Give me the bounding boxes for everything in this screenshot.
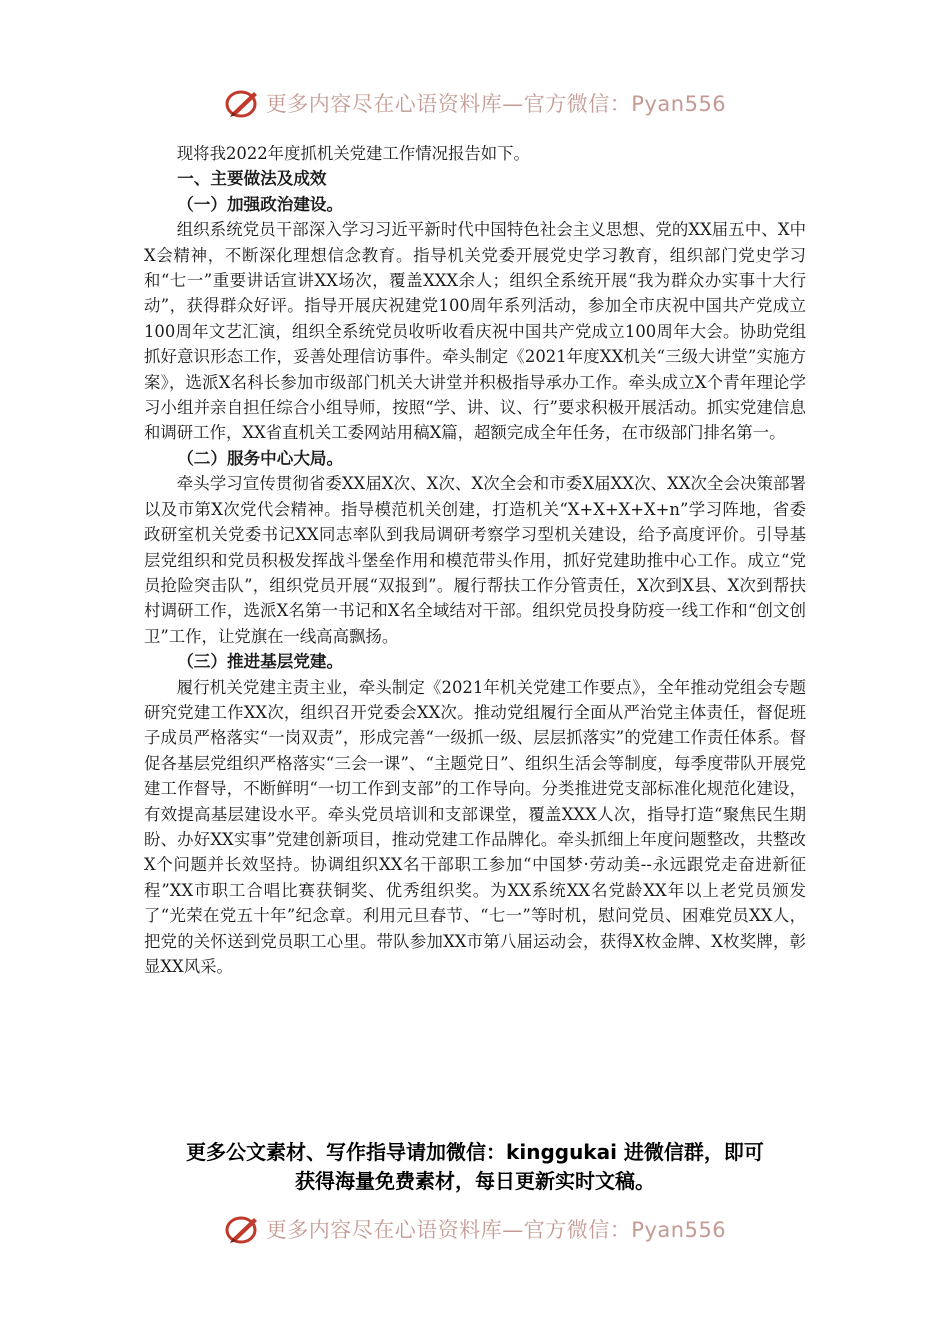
subsection-body-3: 履行机关党建主责主业，牵头制定《2021年机关党建工作要点》，全年推动党组会专题研究党建工作XX次，组织召开党委会XX次。推动党组履行全面从严治党主体责任，督促班子成员严格落实“一岗双责”，形成完善“一级抓一级、层层抓落实”的党建工作责任体系。督促各基层党组织严格落实“三会一课”、“主题党日”、组织生活会等制度，每季度带队开展党建工作督导，不断鲜明“一切工作到支部”的工作导向。分类推进党支部标准化规范化建设，有效提高基层建设水平。牵头党员培训和支部课堂，覆盖XXX人次，指导打造“聚焦民生期盼、办好XX实事”党建创新项目，推动党建工作品牌化。牵头抓细上年度问题整改，共整改X个问题并长效坚持。协调组织XX名干部职工参加“中国梦·劳动美--永远跟党走奋进新征程”XX市职工合唱比赛获铜奖、优秀组织奖。为XX系统XX名党龄XX年以上老党员颁发了“光荣在党五十年”纪念章。利用元旦春节、“七一”等时机，慰问党员、困难党员XX人，把党的关怀送到党员职工心里。带队参加XX市第八届运动会，获得X枚金牌、X枚奖牌，彰显XX风采。 <box>144 677 806 976</box>
intro-paragraph: 现将我2022年度抓机关党建工作情况报告如下。 <box>176 144 530 163</box>
footer-note <box>0 1138 950 1196</box>
header-banner <box>0 83 950 123</box>
subsection-heading-2: （二）服务中心大局。 <box>177 448 344 468</box>
subsection-heading-1: （一）加强政治建设。 <box>177 194 344 214</box>
footer-note-line-1: 更多公文素材、写作指导请加微信：kinggukai 进微信群，即可 <box>186 1140 764 1164</box>
header-banner-text: 更多内容尽在心语资料库—官方微信：Pyan556 <box>265 92 727 116</box>
footer-banner <box>0 1209 950 1249</box>
subsection-body-1: 组织系统党员干部深入学习习近平新时代中国特色社会主义思想、党的XX届五中、X中X会精神，不断深化理想信念教育。指导机关党委开展党史学习教育，组织部门党史学习和“七一”重要讲话宣讲XX场次，覆盖XXX余人；组织全系统开展“我为群众办实事十大行动”，获得群众好评。指导开展庆祝建党100周年系列活动，参加全市庆祝中国共产党成立100周年文艺汇演，组织全系统党员收听收看庆祝中国共产党成立100周年大会。协助党组抓好意识形态工作，妥善处理信访事件。牵头制定《2021年度XX机关“三级大讲堂”实施方案》，选派X名科长参加市级部门机关大讲堂并积极指导承办工作。牵头成立X个青年理论学习小组并亲自担任综合小组导师，按照“学、讲、议、行”要求积极开展活动。抓实党建信息和调研工作，XX省直机关工委网站用稿X篇，超额完成全年任务，在市级部门排名第一。 <box>144 220 806 443</box>
footer-banner-text: 更多内容尽在心语资料库—官方微信：Pyan556 <box>265 1218 727 1242</box>
subsection-body-2: 牵头学习宣传贯彻省委XX届X次、X次、X次全会和市委X届XX次、XX次全会决策部署以及市第X次党代会精神。指导模范机关创建，打造机关“X+X+X+X+n”学习阵地，省委政研室机关党委书记XX同志率队到我局调研考察学习型机关建设，给予高度评价。引导基层党组织和党员积极发挥战斗堡垒作用和模范带头作用，抓好党建助推中心工作。成立“党员抢险突击队”，组织党员开展“双报到”。履行帮扶工作分管责任，X次到X县、X次到帮扶村调研工作，选派X名第一书记和X名全域结对干部。组织党员投身防疫一线工作和“创文创卫”工作，让党旗在一线高高飘扬。 <box>144 474 806 646</box>
footer-note-line-2: 获得海量免费素材，每日更新实时文稿。 <box>295 1169 655 1193</box>
document-body <box>144 141 806 979</box>
section-heading: 一、主要做法及成效 <box>177 169 327 189</box>
subsection-heading-3: （三）推进基层党建。 <box>177 652 344 672</box>
pen-circle-logo-icon <box>224 86 262 120</box>
pen-circle-logo-icon <box>224 1212 262 1246</box>
